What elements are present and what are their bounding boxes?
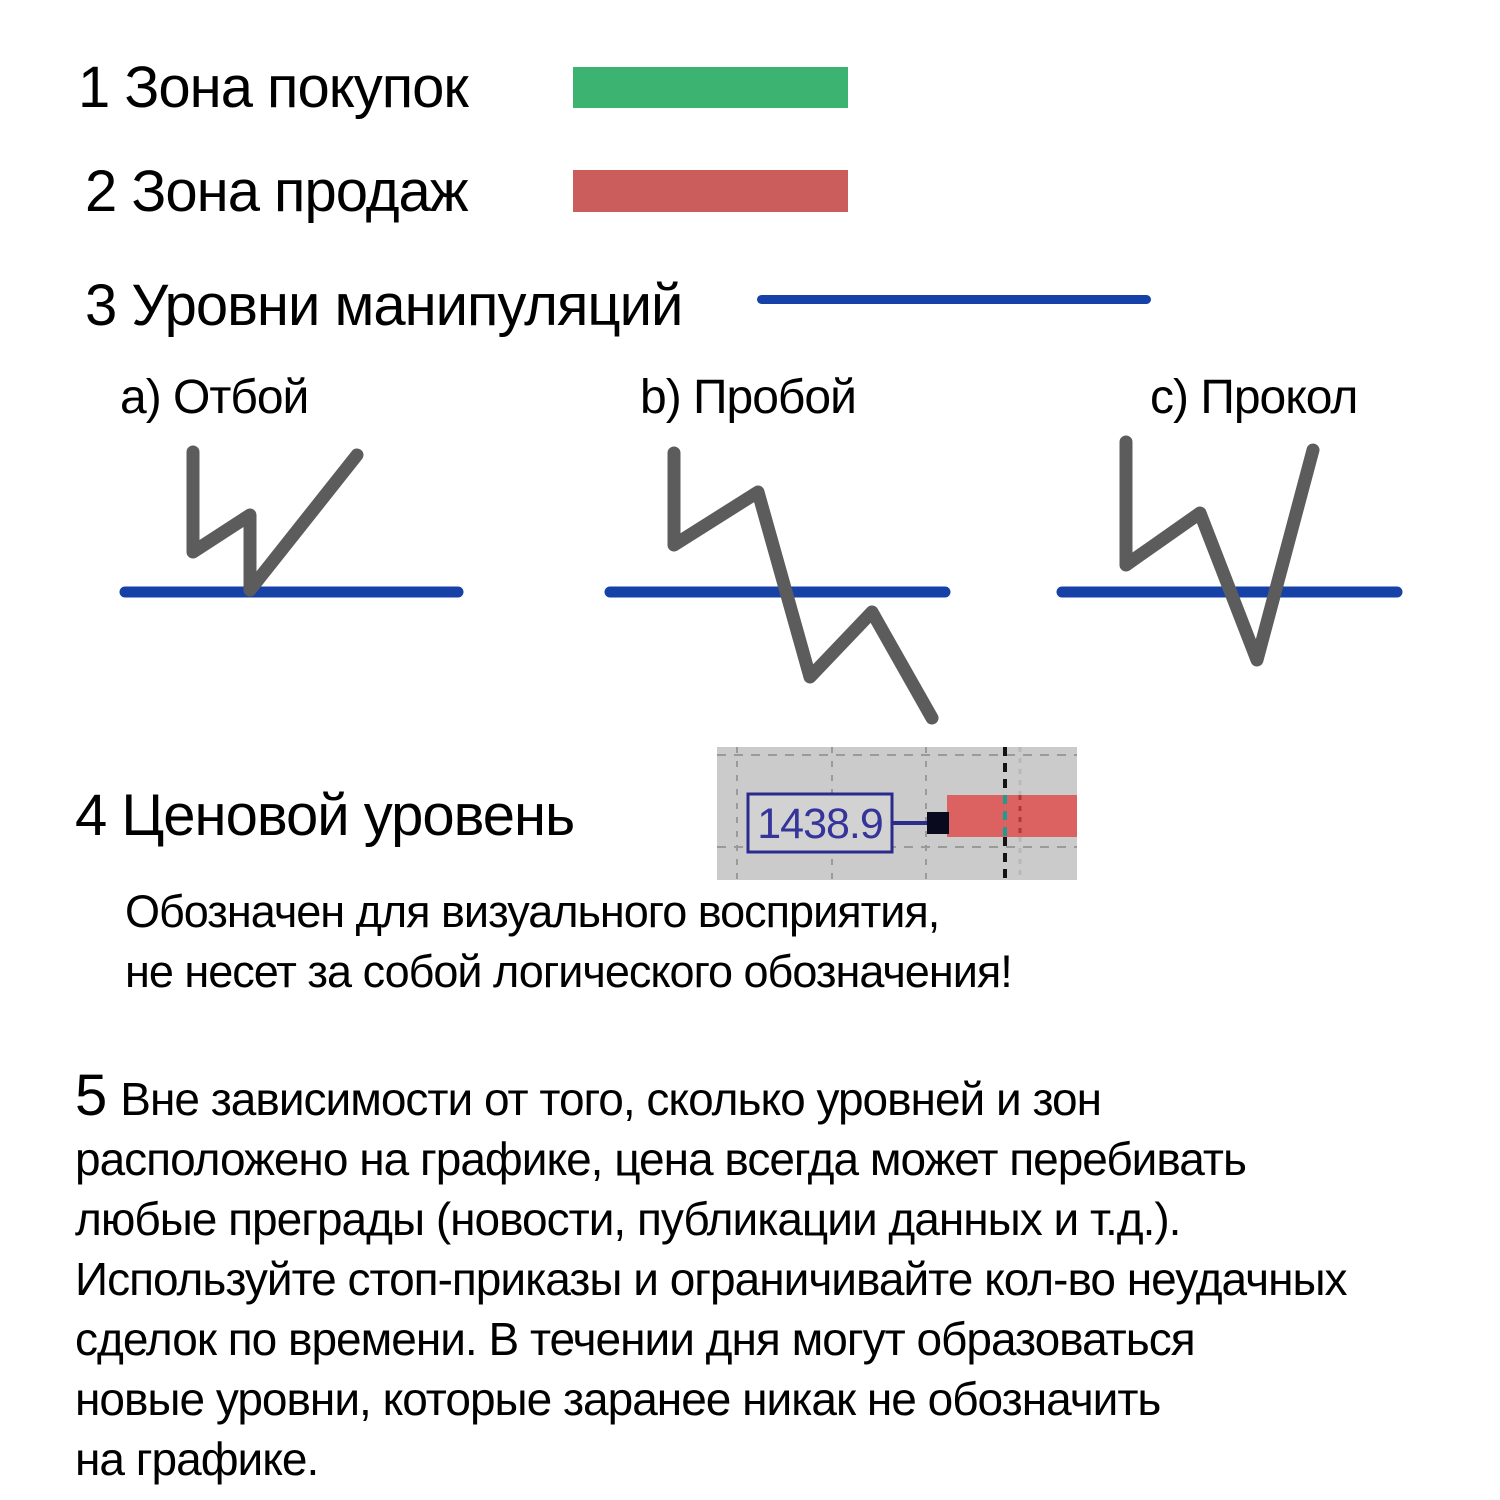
sell-zone-swatch (573, 170, 848, 212)
manipulation-diagrams (0, 420, 1500, 760)
price-level-note-1: Обозначен для визуального восприятия, (125, 886, 940, 937)
breakout-price-path (674, 453, 932, 718)
price-value: 1438.9 (757, 800, 883, 848)
breakout-label: b) Пробой (640, 371, 856, 424)
price-level-heading: 4 Ценовой уровень (75, 783, 575, 848)
price-anchor-square (927, 812, 949, 834)
rules-paragraph (75, 1063, 1347, 1489)
rules-line: Используйте стоп-приказы и ограничивайте кол-во неудачных (75, 1253, 1347, 1305)
rules-line: расположено на графике, цена всегда может перебивать (75, 1133, 1246, 1185)
buy-zone-swatch (573, 67, 848, 108)
rules-line: сделок по времени. В течении дня могут образоваться (75, 1313, 1195, 1365)
sell-zone-label: 2 Зона продаж (85, 159, 468, 224)
rules-line: 5 Вне зависимости от того, сколько уровней и зон (75, 1063, 1102, 1128)
rules-line: новые уровни, которые заранее никак не обозначить (75, 1373, 1161, 1425)
pierce-price-path (1126, 442, 1313, 660)
price-level-note-2: не несет за собой логического обозначения! (125, 946, 1012, 997)
rules-line: на графике. (75, 1433, 319, 1485)
bounce-price-path (193, 452, 357, 590)
level-line-swatch (757, 295, 1151, 304)
rules-number: 5 (75, 1063, 107, 1128)
bounce-label: a) Отбой (120, 371, 309, 424)
buy-zone-label: 1 Зона покупок (78, 55, 468, 120)
rules-line: любые преграды (новости, публикации данных и т.д.). (75, 1193, 1181, 1245)
pierce-label: c) Прокол (1150, 371, 1358, 424)
manipulation-levels-label: 3 Уровни манипуляций (85, 273, 683, 338)
sell-zone-bar (947, 795, 1077, 837)
price-level-chart-snippet (717, 747, 1077, 880)
